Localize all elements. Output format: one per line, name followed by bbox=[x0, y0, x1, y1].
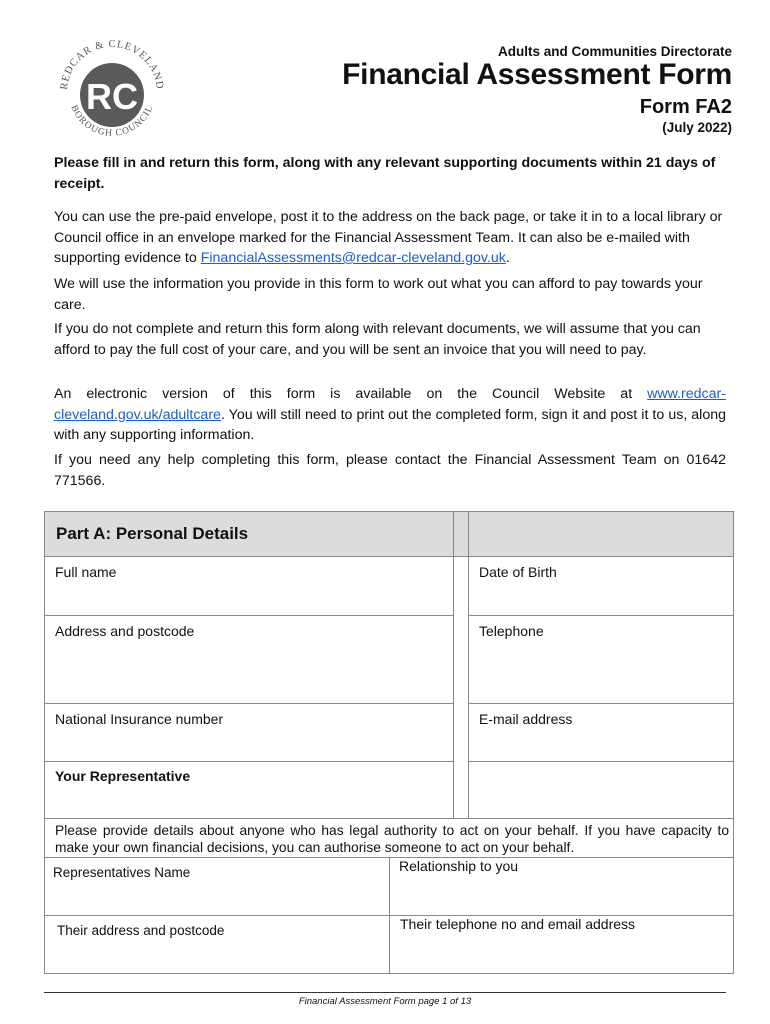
intro-paragraph-3: If you do not complete and return this form along with relevant documents, we will assume that you can afford to pay the full cost of your care, and you will be sent an invoice that you will need to pay. bbox=[54, 321, 701, 358]
logo-bottom-text: BOROUGH COUNCIL bbox=[68, 103, 156, 139]
representative-heading: Your Representative bbox=[55, 768, 191, 784]
directorate: Adults and Communities Directorate bbox=[497, 44, 732, 59]
gap-column bbox=[453, 511, 469, 819]
form-date: (July 2022) bbox=[662, 120, 732, 135]
notice-text: Please fill in and return this form, along with any relevant supporting documents within 21 days of receipt. bbox=[54, 155, 716, 192]
representative-blank-cell bbox=[468, 761, 734, 819]
rep-name-label: Representatives Name bbox=[53, 865, 191, 880]
dob-label: Date of Birth bbox=[479, 564, 557, 580]
form-number: Form FA2 bbox=[639, 96, 732, 118]
intro-paragraph-1: You can use the pre-paid envelope, post it to the address on the back page, or take it in to a local library or Council office in an envelope marked for the Financial Assessment Team. It can also be e-mailed with supporting evidence to FinancialAssessments@redcar-cleveland.gov.uk. bbox=[54, 209, 723, 266]
ni-label: National Insurance number bbox=[55, 711, 224, 727]
footer-divider bbox=[44, 992, 726, 993]
rep-address-label: Their address and postcode bbox=[57, 923, 225, 938]
website-link[interactable]: www.redcar-cleveland.gov.uk/adultcare bbox=[54, 386, 726, 423]
email-label: E-mail address bbox=[479, 711, 573, 727]
intro-paragraph-5: If you need any help completing this form, please contact the Financial Assessment Team on 01642 771566. bbox=[54, 452, 726, 489]
full-name-label: Full name bbox=[55, 564, 117, 580]
relationship-label: Relationship to you bbox=[399, 858, 519, 874]
email-link[interactable]: FinancialAssessments@redcar-cleveland.gov.uk bbox=[200, 250, 506, 266]
part-a-heading: Part A: Personal Details bbox=[56, 524, 249, 543]
logo-mark: RC bbox=[86, 76, 138, 117]
logo-top-text: REDCAR & CLEVELAND bbox=[58, 38, 166, 91]
address-label: Address and postcode bbox=[55, 623, 195, 639]
intro-paragraph-2: We will use the information you provide in this form to work out what you can afford to pay towards your care. bbox=[54, 276, 703, 313]
telephone-label: Telephone bbox=[479, 623, 544, 639]
intro-paragraph-4: An electronic version of this form is available on the Council Website at www.redcar-cleveland.gov.uk/adultcare. You will still need to print out the completed form, sign it and post it to us, along with any supporting information. bbox=[54, 386, 726, 443]
page-title: Financial Assessment Form bbox=[342, 58, 732, 91]
council-logo bbox=[52, 30, 172, 140]
page-footer: Financial Assessment Form page 1 of 13 bbox=[298, 996, 472, 1007]
rep-contact-label: Their telephone no and email address bbox=[400, 916, 636, 932]
representative-info: Please provide details about anyone who has legal authority to act on your behalf. If you have capacity to make your own financial decisions, you can authorise someone to act on your behalf. bbox=[55, 823, 729, 855]
